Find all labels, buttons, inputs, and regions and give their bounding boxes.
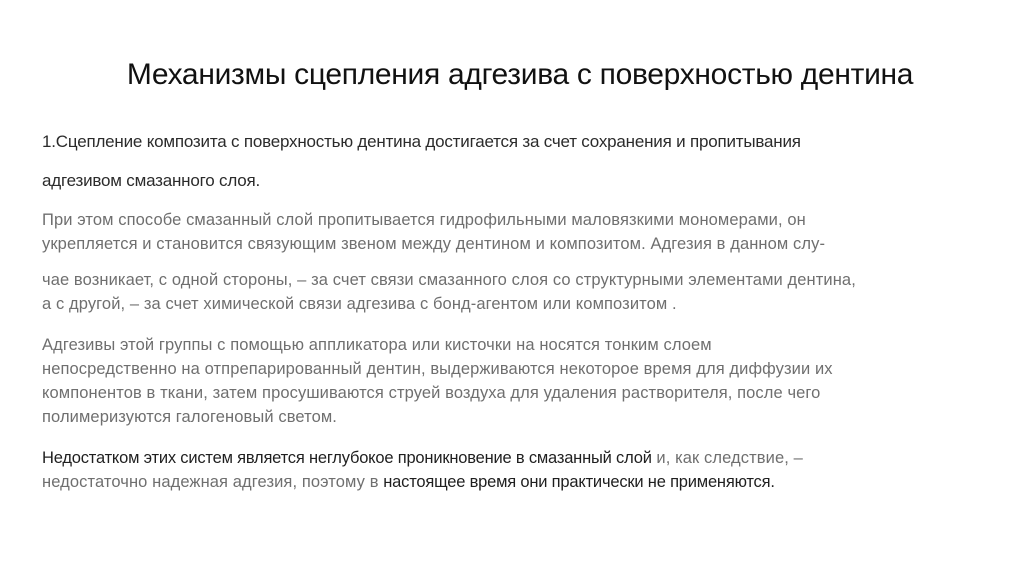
paragraph-line: укрепляется и становится связующим звеном между дентином и композитом. Адгезия в данном слу- (42, 235, 826, 253)
slide-title: Механизмы сцепления адгезива с поверхностью дентина (126, 58, 914, 91)
paragraph-line: Адгезивы этой группы с помощью аппликатора или кисточки на носятся тонким слоем (42, 336, 712, 354)
lead-statement-line-2: адгезивом смазанного слоя. (42, 171, 261, 190)
paragraph-line: а с другой, – за счет химической связи адгезива с бонд-агентом или композитом . (42, 295, 677, 313)
paragraph-mechanism (42, 208, 992, 256)
lead-statement-line-1: 1.Сцепление композита с поверхностью дентина достигается за счет сохранения и пропитывания (42, 132, 801, 151)
paragraph-line: непосредственно на отпрепарированный дентин, выдерживаются некоторое время для диффузии их (42, 360, 833, 378)
paragraph-line (42, 446, 992, 470)
emphasis-text: Недостатком этих систем является неглубокое проникновение в смазанный слой (42, 449, 652, 467)
paragraph-line: полимеризуются галогеновый светом. (42, 408, 337, 426)
paragraph-text: и, как следствие, – (651, 449, 803, 467)
emphasis-text: настоящее время они практически не применяются. (383, 473, 775, 491)
paragraph-line: При этом способе смазанный слой пропитывается гидрофильными маловязкими мономерами, он (42, 211, 806, 229)
paragraph-adhesion-bonds (42, 268, 992, 316)
paragraph-line: чае возникает, с одной стороны, – за счет связи смазанного слоя со структурными элементами дентина, (42, 271, 856, 289)
paragraph-drawbacks (42, 446, 992, 494)
paragraph-text: недостаточно надежная адгезия, поэтому в (42, 473, 384, 491)
paragraph-line: компонентов в ткани, затем просушиваются струей воздуха для удаления растворителя, после чего (42, 384, 821, 402)
paragraph-application (42, 333, 992, 429)
paragraph-line (42, 470, 992, 494)
